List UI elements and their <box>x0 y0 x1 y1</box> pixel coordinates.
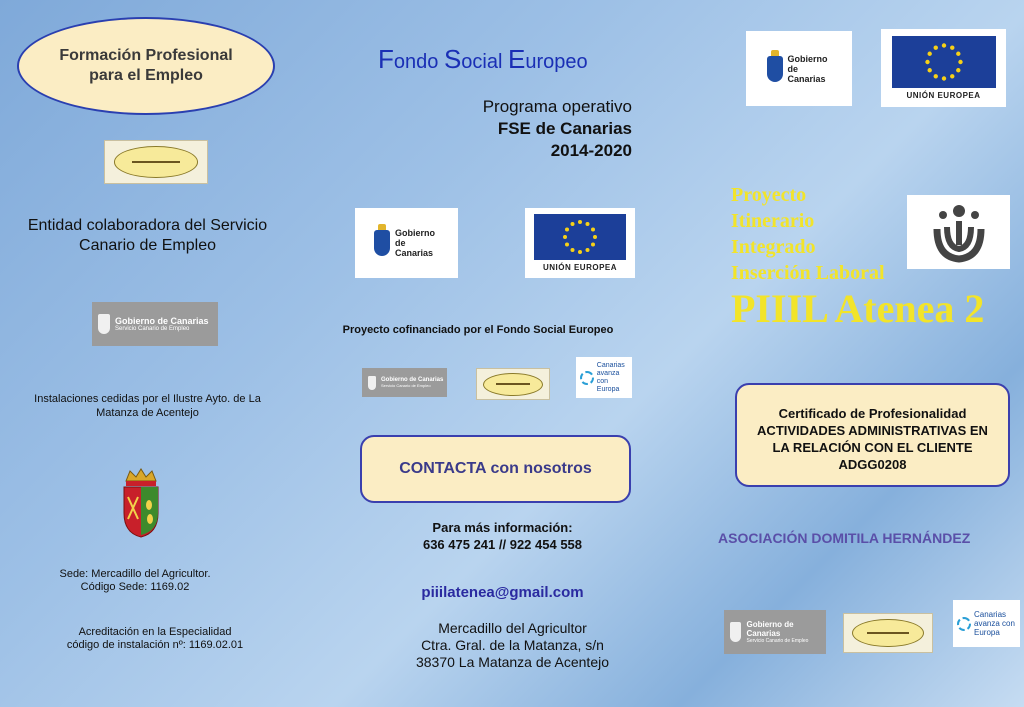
gobierno-canarias-sce-logo-small <box>362 368 447 397</box>
gcs-sub: Servicio Canario de Empleo <box>381 383 431 388</box>
atenea-logo <box>907 195 1010 269</box>
contacta-label: CONTACTA con nosotros <box>399 460 592 477</box>
gcs-title: Gobierno de Canarias <box>115 316 209 326</box>
formacion-text: Formación Profesional para el Empleo <box>59 47 233 84</box>
proyecto-line3: Integrado <box>731 236 816 258</box>
cert-line2: ACTIVIDADES ADMINISTRATIVAS EN <box>757 423 988 438</box>
proyecto-line4: Inserción Laboral <box>731 262 885 284</box>
swirl-icon <box>957 617 971 631</box>
eu-caption: UNIÓN EUROPEA <box>542 263 618 272</box>
gcs-sub: Servicio Canario de Empleo <box>746 638 809 644</box>
phone-numbers: 636 475 241 // 922 454 558 <box>422 537 583 552</box>
atenea-symbol-icon <box>929 201 989 263</box>
coat-of-arms-icon <box>120 467 162 539</box>
gcs-sub: Servicio Canario de Empleo <box>115 326 190 332</box>
gobierno-canarias-sce-logo-right <box>724 610 826 654</box>
address-line2: Ctra. Gral. de la Matanza, s/n <box>421 637 604 653</box>
fse-title <box>378 44 588 75</box>
cert-line4: ADGG0208 <box>838 457 907 472</box>
canarias-avanza-text: Canarias avanza con Europa <box>974 610 1015 637</box>
acreditacion-text <box>30 626 280 652</box>
programa-line1: Programa operativo <box>482 97 632 116</box>
programa-line3: 2014-2020 <box>550 141 632 160</box>
cert-line3: LA RELACIÓN CON EL CLIENTE <box>772 440 973 455</box>
programa-operativo <box>400 96 632 162</box>
eu-flag-icon <box>534 214 626 260</box>
info-block <box>380 519 625 553</box>
certificado-box <box>735 383 1010 487</box>
fse-ondo: ondo <box>393 51 444 73</box>
association-stamp-logo-right <box>843 613 933 653</box>
sede-line2: Código Sede: 1169.02 <box>80 581 190 593</box>
eu-caption: UNIÓN EUROPEA <box>906 91 981 100</box>
sede-text <box>30 568 240 594</box>
sede-line1: Sede: Mercadillo del Agricultor. <box>59 568 211 580</box>
union-europea-logo <box>525 208 635 278</box>
proyecto-lines <box>731 182 885 286</box>
canarias-avanza-logo-right <box>953 600 1020 647</box>
gobierno-canarias-logo-right <box>746 31 852 106</box>
proyecto-line1: Proyecto <box>731 184 807 206</box>
acred-line2: código de instalación nº: 1169.02.01 <box>66 639 244 651</box>
fse-f: F <box>378 44 394 74</box>
union-europea-logo-right <box>881 29 1006 107</box>
acred-line1: Acreditación en la Especialidad <box>78 626 232 638</box>
address-line3: 38370 La Matanza de Acentejo <box>415 654 610 670</box>
gobierno-logo-text: Gobierno de Canarias <box>787 53 828 84</box>
gcs-title: Gobierno de Canarias <box>381 377 444 383</box>
gobierno-canarias-logo <box>355 208 458 278</box>
programa-line2: FSE de Canarias <box>497 119 632 138</box>
proyecto-line2: Itinerario <box>731 210 815 232</box>
entidad-text: Entidad colaboradora del Servicio Canario de Empleo <box>27 217 268 254</box>
info-label: Para más información: <box>432 520 573 535</box>
contacta-button[interactable] <box>360 435 631 503</box>
formacion-oval <box>17 17 275 115</box>
address-line1: Mercadillo del Agricultor <box>438 620 587 636</box>
cert-line1: Certificado de Profesionalidad <box>778 406 967 421</box>
shield-icon <box>374 230 390 256</box>
shield-icon <box>98 314 110 334</box>
fse-e: E <box>508 44 526 74</box>
big-title: PIIIL Atenea 2 <box>731 286 985 331</box>
shield-icon <box>767 56 783 82</box>
eu-flag-icon <box>892 36 996 88</box>
gcs-title: Gobierno de Canarias <box>746 620 794 638</box>
canarias-avanza-text: Canarias avanza con Europa <box>596 361 625 393</box>
address-block <box>380 620 645 671</box>
canarias-avanza-logo <box>576 357 632 398</box>
instalaciones-text: Instalaciones cedidas por el Ilustre Ayto. de La Matanza de Acentejo <box>34 393 261 419</box>
association-stamp-logo-small <box>476 368 550 400</box>
fse-ocial: ocial <box>461 51 508 73</box>
swirl-icon <box>580 371 594 385</box>
fse-s: S <box>443 44 462 74</box>
shield-icon <box>368 376 376 390</box>
gobierno-logo-text: Gobierno de Canarias <box>395 228 435 258</box>
asociacion-text: ASOCIACIÓN DOMITILA HERNÁNDEZ <box>718 530 971 546</box>
association-stamp-logo <box>104 140 208 184</box>
fse-uropeo: uropeo <box>525 51 588 73</box>
cofinanciado-text: Proyecto cofinanciado por el Fondo Social Europeo <box>342 324 614 336</box>
shield-icon <box>730 622 741 642</box>
gobierno-canarias-sce-logo <box>92 302 218 346</box>
email-link[interactable]: piiilatenea@gmail.com <box>421 584 584 601</box>
